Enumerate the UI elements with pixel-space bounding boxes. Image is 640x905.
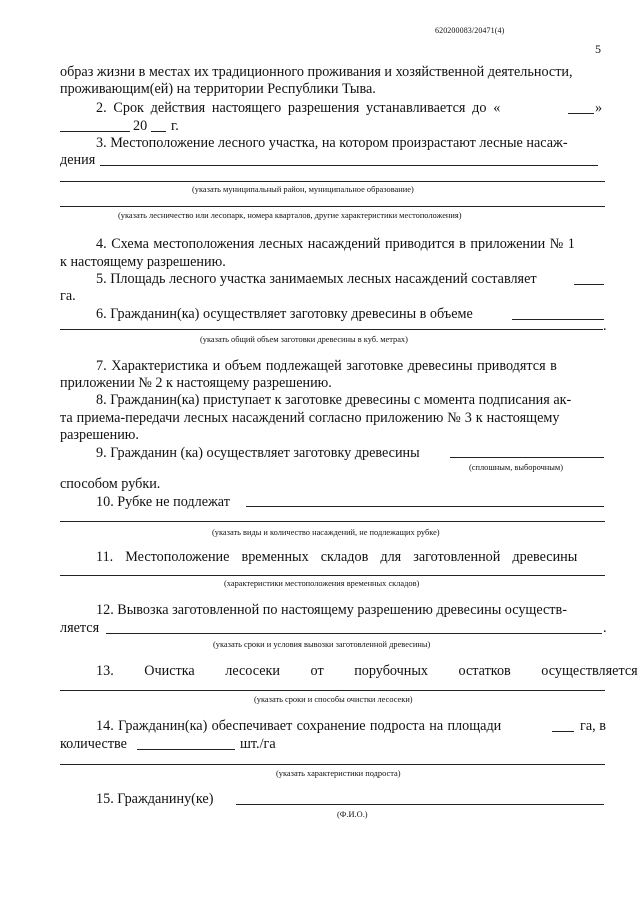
text-line: способом рубки. xyxy=(60,476,161,492)
item-7-text: 7. Характеристика и объем подлежащей заготовке древесины приводятся в xyxy=(96,358,557,374)
item-3-text: 3. Местоположение лесного участка, на котором произрастают лесные насаж- xyxy=(96,135,568,151)
undergrowth-count-blank xyxy=(137,749,235,750)
municipality-blank xyxy=(60,181,605,182)
cleanup-blank xyxy=(60,690,605,691)
caption: (указать лесничество или лесопарк, номера кварталов, другие характеристики местоположения) xyxy=(118,211,462,220)
area-blank xyxy=(574,284,604,285)
undergrowth-blank xyxy=(60,764,605,765)
excluded-blank xyxy=(246,506,604,507)
text-line: ляется xyxy=(60,620,100,636)
text-line: количестве xyxy=(60,736,127,752)
document-code: 620200083/20471(4) xyxy=(435,26,505,35)
caption: (Ф.И.О.) xyxy=(337,810,368,819)
item-4-text: 4. Схема местоположения лесных насаждений приводится в приложении № 1 xyxy=(96,236,575,252)
caption: (указать муниципальный район, муниципальное образование) xyxy=(192,185,414,194)
caption: (сплошным, выборочным) xyxy=(469,463,563,472)
text-line: » xyxy=(595,100,603,116)
text-line: дения xyxy=(60,152,96,168)
volume-blank xyxy=(512,319,604,320)
location-blank xyxy=(100,165,598,166)
text-line: га, в xyxy=(580,718,606,734)
caption: (указать виды и количество насаждений, не подлежащих рубке) xyxy=(212,528,440,537)
item-9-text: 9. Гражданин (ка) осуществляет заготовку древесины xyxy=(96,445,420,461)
excluded-blank-2 xyxy=(60,521,605,522)
month-blank xyxy=(60,131,130,132)
felling-method-blank xyxy=(450,457,604,458)
item-11-text: 11. Местоположение временных складов для заготовленной древесины xyxy=(96,549,578,565)
text-line: проживающим(ей) на территории Республики Тыва. xyxy=(60,81,376,97)
year-prefix: 20 xyxy=(133,118,148,134)
caption: (характеристики местоположения временных складов) xyxy=(224,579,420,588)
year-blank xyxy=(151,131,166,132)
caption: (указать характеристики подроста) xyxy=(276,769,401,778)
undergrowth-area-blank xyxy=(552,731,574,732)
page-number: 5 xyxy=(595,42,601,56)
item-12-text: 12. Вывозка заготовленной по настоящему разрешению древесины осуществ- xyxy=(96,602,567,618)
text-line: г. xyxy=(171,118,179,134)
caption: (указать общий объем заготовки древесины в куб. метрах) xyxy=(200,335,408,344)
item-15-text: 15. Гражданину(ке) xyxy=(96,791,214,807)
item-13-text: 13. Очистка лесосеки от порубочных остатков осуществляется xyxy=(96,663,638,679)
item-14-text: 14. Гражданин(ка) обеспечивает сохранение подроста на площади xyxy=(96,718,502,734)
text-line: приложении № 2 к настоящему разрешению. xyxy=(60,375,332,391)
warehouse-blank xyxy=(60,575,605,576)
caption: (указать сроки и условия вывозки заготовленной древесины) xyxy=(213,640,431,649)
text-line: разрешению. xyxy=(60,427,139,443)
text-line: та приема-передачи лесных насаждений согласно приложению № 3 к настоящему xyxy=(60,410,560,426)
removal-blank xyxy=(106,633,602,634)
item-2-text: 2. Срок действия настоящего разрешения устанавливается до « xyxy=(96,100,501,116)
item-5-text: 5. Площадь лесного участка занимаемых лесных насаждений составляет xyxy=(96,271,537,287)
item-6-text: 6. Гражданин(ка) осуществляет заготовку древесины в объеме xyxy=(96,306,473,322)
caption: (указать сроки и способы очистки лесосеки) xyxy=(254,695,413,704)
item-10-text: 10. Рубке не подлежат xyxy=(96,494,230,510)
text-line: га. xyxy=(60,288,76,304)
day-blank xyxy=(568,113,594,114)
text-line: . xyxy=(603,318,607,334)
forestry-blank xyxy=(60,206,605,207)
item-8-text: 8. Гражданин(ка) приступает к заготовке древесины с момента подписания ак- xyxy=(96,392,572,408)
text-line: . xyxy=(603,620,607,636)
volume-blank-2 xyxy=(60,329,603,330)
name-blank xyxy=(236,804,604,805)
text-line: шт./га xyxy=(240,736,276,752)
text-line: к настоящему разрешению. xyxy=(60,254,226,270)
text-line: образ жизни в местах их традиционного проживания и хозяйственной деятельности, xyxy=(60,64,573,80)
